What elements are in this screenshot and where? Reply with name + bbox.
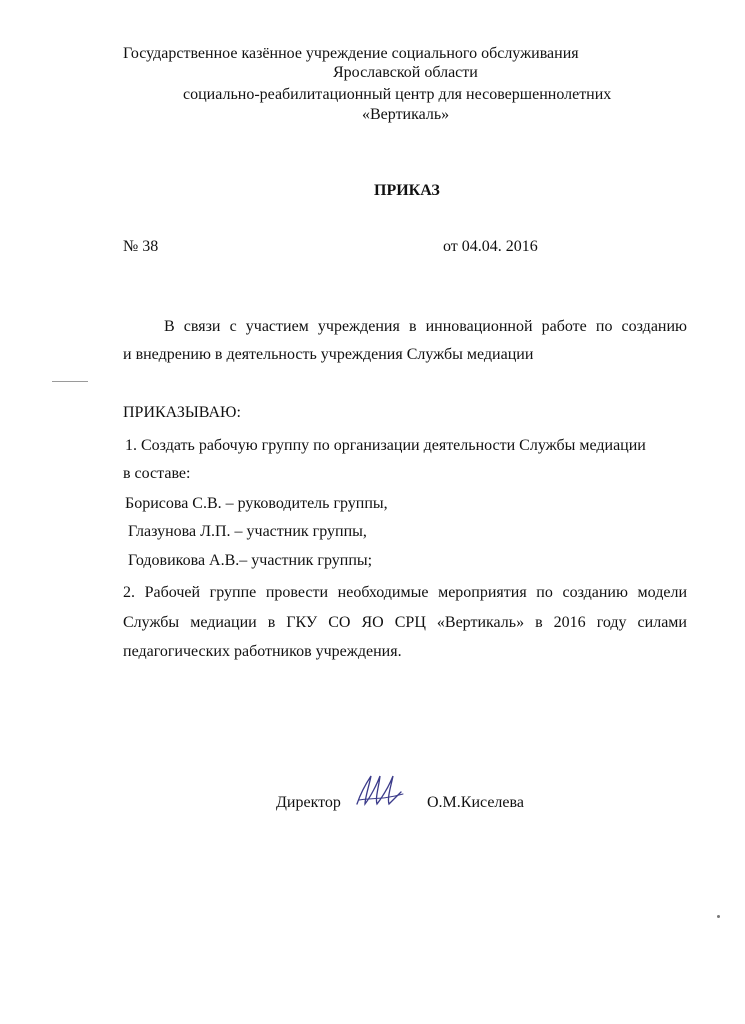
preamble-line-2: и внедрению в деятельность учреждения Службы медиации [123,346,534,363]
org-name-line-3: социально-реабилитационный центр для несовершеннолетних [183,86,612,103]
handwritten-signature [353,770,411,812]
signatory-position: Директор [276,794,341,811]
member-2: Глазунова Л.П. – участник группы, [128,523,367,540]
order-number: № 38 [123,238,159,255]
scan-mark [52,381,88,382]
member-3: Годовикова А.В.– участник группы; [128,552,373,569]
org-name-line-2: Ярославской области [333,64,478,81]
order-word: ПРИКАЗЫВАЮ: [123,404,241,421]
item-2-line-1: 2. Рабочей группе провести необходимые мероприятия по созданию модели [123,584,687,601]
document-title: ПРИКАЗ [374,182,440,199]
item-1-line-1: 1. Создать рабочую группу по организации деятельности Службы медиации [125,437,646,454]
item-1-line-2: в составе: [123,465,191,482]
order-date: от 04.04. 2016 [443,238,538,255]
member-1: Борисова С.В. – руководитель группы, [125,495,388,512]
preamble-line-1: В связи с участием учреждения в инновационной работе по созданию [164,318,687,335]
org-name-line-4: «Вертикаль» [362,106,450,123]
signatory-name: О.М.Киселева [427,794,524,811]
item-2-line-2: Службы медиации в ГКУ СО ЯО СРЦ «Вертикаль» в 2016 году силами [123,614,687,631]
scan-dot [717,915,720,918]
item-2-line-3: педагогических работников учреждения. [123,643,402,660]
org-name-line-1: Государственное казённое учреждение социального обслуживания [123,45,579,62]
